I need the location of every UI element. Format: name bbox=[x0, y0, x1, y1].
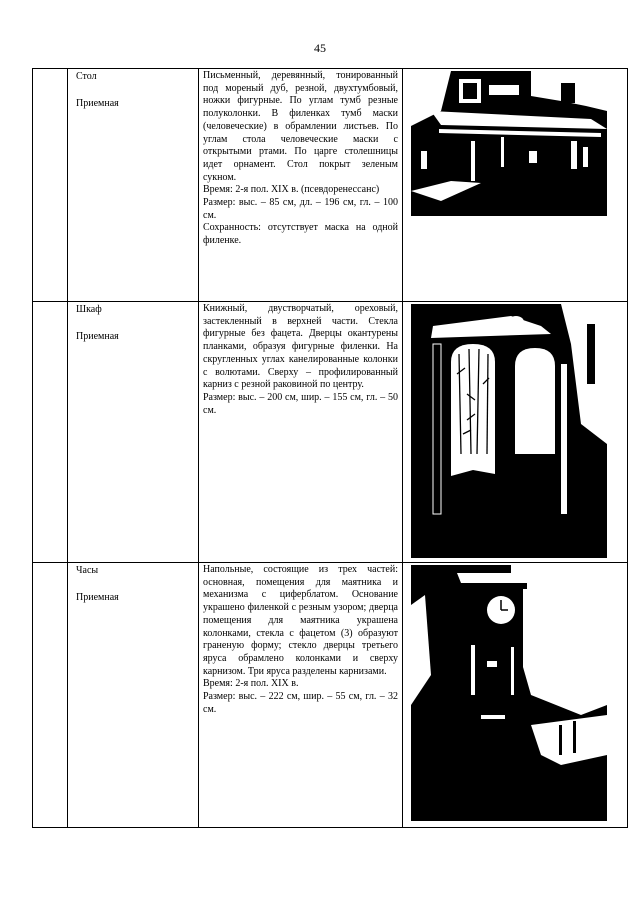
item-date: Время: 2-я пол. XIX в. (псевдоренессанс) bbox=[203, 184, 380, 196]
item-room: Приемная bbox=[76, 98, 119, 109]
item-date: Время: 2-я пол. XIX в. bbox=[203, 678, 299, 690]
item-name-cell bbox=[68, 69, 199, 302]
item-name: Часы bbox=[76, 565, 99, 576]
item-condition: Сохранность: отсутствует маска на одной филенке. bbox=[203, 222, 398, 247]
item-size: Размер: выс. – 222 см, шир. – 55 см, гл. – 32 см. bbox=[203, 691, 398, 715]
item-size: Размер: выс. – 85 см, дл. – 196 см, гл. – 100 см. bbox=[203, 197, 398, 221]
item-number-cell bbox=[33, 302, 68, 563]
clock-photo bbox=[411, 565, 607, 821]
item-photo-cell bbox=[403, 302, 628, 563]
item-number-cell bbox=[33, 563, 68, 828]
item-description-cell bbox=[199, 563, 403, 828]
item-name: Шкаф bbox=[76, 304, 102, 315]
item-description-text: Книжный, двустворчатый, ореховый, застекленный в верхней части. Стекла фигурные без фацета. Дверцы окантурены планками, образуя фигурные филенки. На скругленных углах канелированные колонки с волютами. Сверху – профилированный карниз с резной раковиной по центру. bbox=[203, 303, 398, 391]
item-description-cell bbox=[199, 69, 403, 302]
table-row bbox=[33, 69, 628, 302]
item-name: Стол bbox=[76, 71, 97, 82]
item-name-cell bbox=[68, 563, 199, 828]
table-row bbox=[33, 563, 628, 828]
item-name-cell bbox=[68, 302, 199, 563]
item-room: Приемная bbox=[76, 592, 119, 603]
item-number-cell bbox=[33, 69, 68, 302]
item-description-text: Напольные, состоящие из трех частей: основная, помещения для маятника и механизма с циферблатом. Основание украшено филенкой с резным узором; дверца помещения для маятника украшена колонками, стекла с фацетом (3) образуют граненую форму; стекло дверцы третьего яруса обрамлено колонками и сверху карнизом. Три яруса разделены карнизами. bbox=[203, 564, 398, 677]
item-size: Размер: выс. – 200 см, шир. – 155 см, гл. – 50 см. bbox=[203, 391, 398, 416]
table-row bbox=[33, 302, 628, 563]
item-photo-cell bbox=[403, 563, 628, 828]
item-photo-cell bbox=[403, 69, 628, 302]
item-description-text: Письменный, деревянный, тонированный под мореный дуб, резной, двухтумбовый, ножки фигурные. По углам тумб резные полуколонки. В филенках тумб маски (человеческие) в обрамлении листьев. По углам стола человеческие маски с открытыми ртами. По царге столешницы идет орнамент. Стол покрыт зеленым сукном. bbox=[203, 70, 398, 183]
bookcase-photo bbox=[411, 304, 607, 558]
item-room: Приемная bbox=[76, 331, 119, 342]
page-number: 45 bbox=[314, 41, 326, 55]
item-description-cell bbox=[199, 302, 403, 563]
desk-photo bbox=[411, 71, 607, 216]
inventory-table bbox=[32, 68, 628, 828]
